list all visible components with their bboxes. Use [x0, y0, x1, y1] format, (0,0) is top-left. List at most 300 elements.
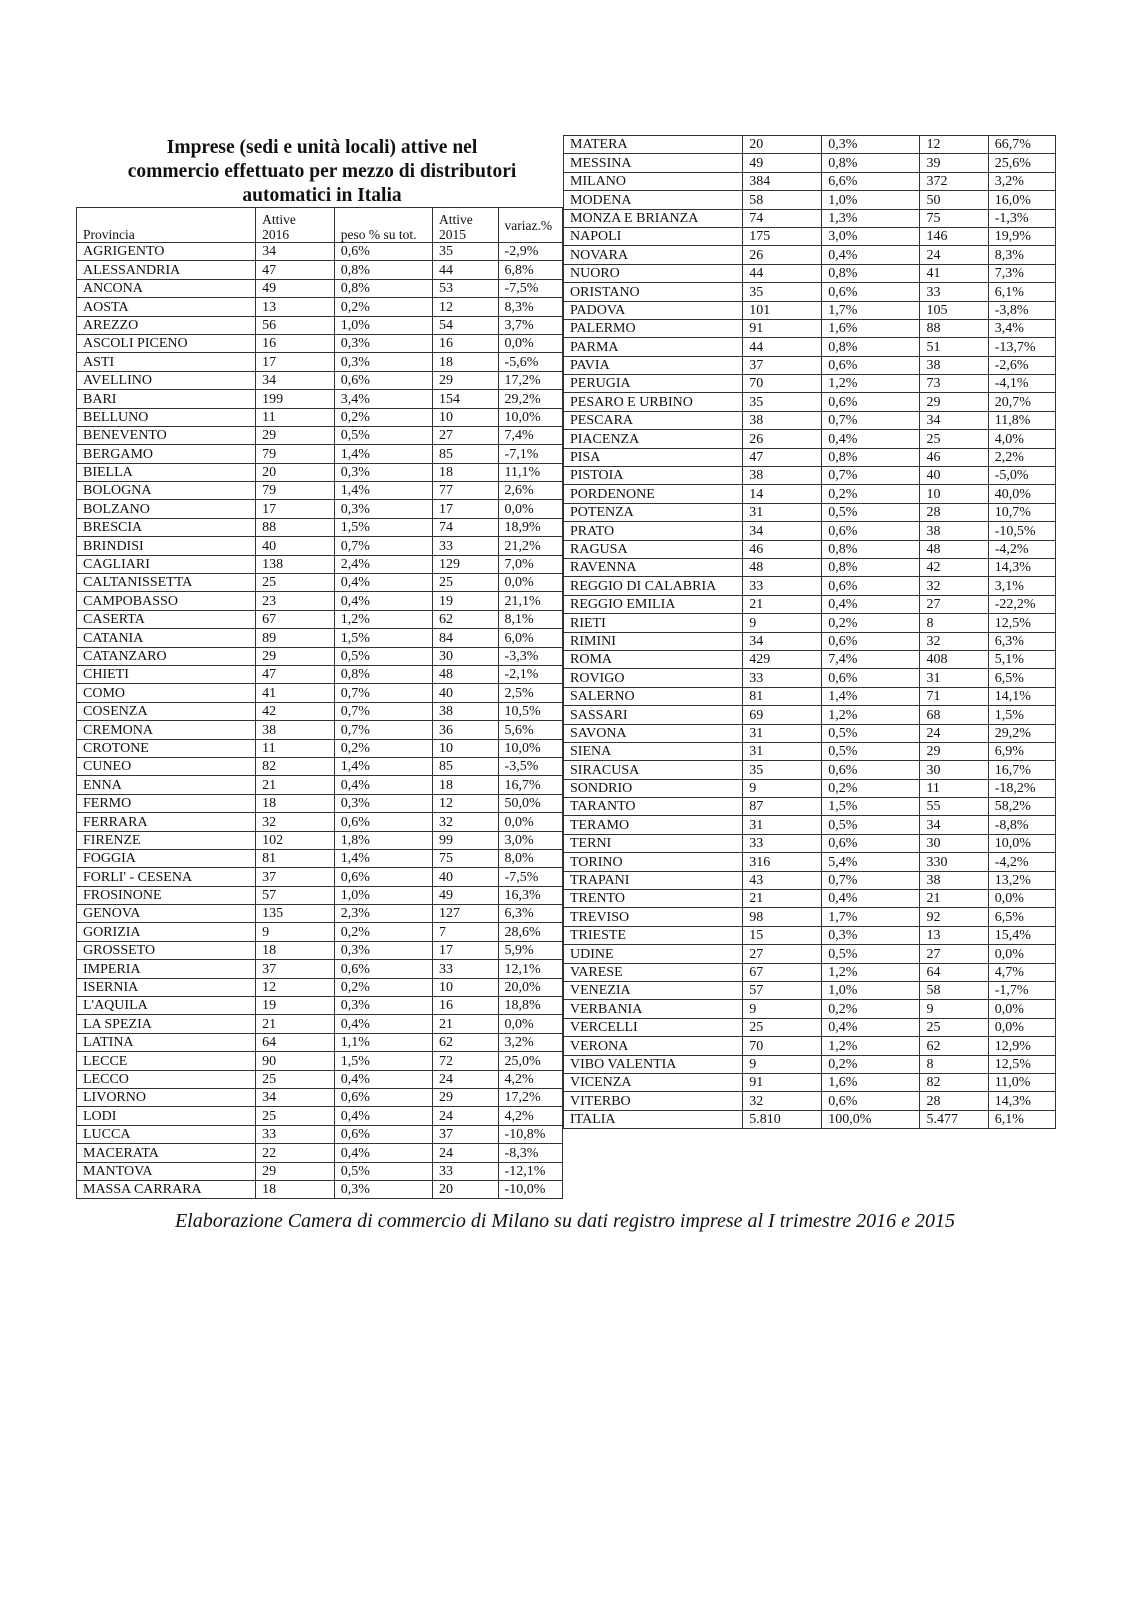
- attive-2016-cell: 9: [743, 1055, 822, 1073]
- attive-2015-cell: 154: [433, 390, 499, 408]
- attive-2016-cell: 37: [256, 868, 335, 886]
- peso-cell: 0,8%: [334, 665, 432, 683]
- table-row: [564, 338, 1056, 356]
- table-row: [564, 981, 1056, 999]
- provincia-cell: PISA: [564, 448, 743, 466]
- attive-2016-cell: 56: [256, 316, 335, 334]
- peso-cell: 0,4%: [334, 1144, 432, 1162]
- attive-2015-cell: 46: [920, 448, 988, 466]
- peso-cell: 0,7%: [334, 721, 432, 739]
- variaz-cell: 17,2%: [498, 1088, 562, 1106]
- provincia-cell: ASCOLI PICENO: [77, 334, 256, 352]
- attive-2016-cell: 429: [743, 650, 822, 668]
- table-row: [77, 1144, 563, 1162]
- provincia-cell: PERUGIA: [564, 375, 743, 393]
- peso-cell: 1,5%: [334, 629, 432, 647]
- attive-2016-cell: 67: [256, 610, 335, 628]
- variaz-cell: -3,3%: [498, 647, 562, 665]
- variaz-cell: 4,2%: [498, 1070, 562, 1088]
- attive-2016-cell: 40: [256, 537, 335, 555]
- variaz-cell: 20,0%: [498, 978, 562, 996]
- table-row: [77, 813, 563, 831]
- provincia-cell: PIACENZA: [564, 430, 743, 448]
- attive-2015-cell: 42: [920, 558, 988, 576]
- attive-2015-cell: 32: [920, 577, 988, 595]
- provincia-cell: VARESE: [564, 963, 743, 981]
- variaz-cell: 8,3%: [988, 246, 1055, 264]
- attive-2016-cell: 58: [743, 191, 822, 209]
- table-row: [77, 537, 563, 555]
- attive-2016-cell: 79: [256, 445, 335, 463]
- attive-2015-cell: 38: [920, 356, 988, 374]
- attive-2015-cell: 36: [433, 721, 499, 739]
- peso-cell: 1,2%: [822, 375, 920, 393]
- peso-cell: 1,2%: [822, 706, 920, 724]
- peso-cell: 0,3%: [334, 794, 432, 812]
- provincia-cell: FERMO: [77, 794, 256, 812]
- attive-2016-cell: 41: [256, 684, 335, 702]
- variaz-cell: 29,2%: [498, 390, 562, 408]
- provincia-cell: BELLUNO: [77, 408, 256, 426]
- attive-2015-cell: 105: [920, 301, 988, 319]
- attive-2015-cell: 16: [433, 997, 499, 1015]
- attive-2016-cell: 90: [256, 1052, 335, 1070]
- variaz-cell: 7,0%: [498, 555, 562, 573]
- variaz-cell: 5,6%: [498, 721, 562, 739]
- header-provincia: Provincia: [77, 208, 256, 243]
- variaz-cell: 6,5%: [988, 669, 1055, 687]
- table-row: [77, 1033, 563, 1051]
- table-row: [564, 283, 1056, 301]
- attive-2015-cell: 38: [920, 522, 988, 540]
- peso-cell: 0,6%: [822, 669, 920, 687]
- attive-2016-cell: 316: [743, 853, 822, 871]
- attive-2015-cell: 24: [920, 724, 988, 742]
- attive-2015-cell: 54: [433, 316, 499, 334]
- attive-2015-cell: 92: [920, 908, 988, 926]
- variaz-cell: 4,7%: [988, 963, 1055, 981]
- attive-2016-cell: 20: [256, 463, 335, 481]
- table-row: [77, 647, 563, 665]
- variaz-cell: 13,2%: [988, 871, 1055, 889]
- attive-2016-cell: 135: [256, 905, 335, 923]
- attive-2016-cell: 25: [256, 574, 335, 592]
- provincia-cell: PESCARA: [564, 411, 743, 429]
- attive-2015-cell: 21: [920, 890, 988, 908]
- attive-2016-cell: 175: [743, 227, 822, 245]
- provincia-cell: BOLZANO: [77, 500, 256, 518]
- variaz-cell: 0,0%: [988, 890, 1055, 908]
- peso-cell: 0,8%: [822, 264, 920, 282]
- attive-2016-cell: 25: [743, 1018, 822, 1036]
- peso-cell: 0,4%: [822, 430, 920, 448]
- table-row: [77, 555, 563, 573]
- attive-2016-cell: 34: [256, 243, 335, 261]
- table-row: [77, 886, 563, 904]
- attive-2015-cell: 11: [920, 779, 988, 797]
- peso-cell: 0,6%: [822, 393, 920, 411]
- peso-cell: 0,8%: [334, 261, 432, 279]
- table-row: [564, 614, 1056, 632]
- provincia-cell: UDINE: [564, 945, 743, 963]
- table-row: [564, 595, 1056, 613]
- variaz-cell: 14,1%: [988, 687, 1055, 705]
- variaz-cell: 6,1%: [988, 283, 1055, 301]
- variaz-cell: 18,8%: [498, 997, 562, 1015]
- peso-cell: 0,3%: [822, 926, 920, 944]
- attive-2016-cell: 199: [256, 390, 335, 408]
- peso-cell: 2,3%: [334, 905, 432, 923]
- variaz-cell: 16,0%: [988, 191, 1055, 209]
- attive-2016-cell: 21: [743, 595, 822, 613]
- table-row: [77, 629, 563, 647]
- title-line-3: automatici in Italia: [242, 185, 402, 206]
- table-row: [77, 482, 563, 500]
- variaz-cell: 5,9%: [498, 941, 562, 959]
- attive-2015-cell: 24: [433, 1144, 499, 1162]
- header-attive-2016-line1: Attive: [262, 212, 296, 227]
- attive-2015-cell: 20: [433, 1180, 499, 1198]
- attive-2016-cell: 47: [256, 261, 335, 279]
- variaz-cell: -3,5%: [498, 757, 562, 775]
- provincia-cell: LECCO: [77, 1070, 256, 1088]
- attive-2015-cell: 330: [920, 853, 988, 871]
- table-row: [564, 945, 1056, 963]
- table-left-body: [77, 243, 563, 1199]
- provincia-cell: BRESCIA: [77, 518, 256, 536]
- provincia-cell: AGRIGENTO: [77, 243, 256, 261]
- provincia-cell: TERNI: [564, 834, 743, 852]
- attive-2016-cell: 49: [743, 154, 822, 172]
- variaz-cell: 10,0%: [498, 739, 562, 757]
- peso-cell: 0,5%: [334, 647, 432, 665]
- provincia-cell: TRENTO: [564, 890, 743, 908]
- attive-2015-cell: 68: [920, 706, 988, 724]
- variaz-cell: 16,7%: [498, 776, 562, 794]
- provincia-cell: CAGLIARI: [77, 555, 256, 573]
- table-row: [77, 868, 563, 886]
- provincia-cell: LODI: [77, 1107, 256, 1125]
- peso-cell: 1,7%: [822, 908, 920, 926]
- attive-2016-cell: 9: [256, 923, 335, 941]
- attive-2015-cell: 30: [920, 834, 988, 852]
- variaz-cell: 1,5%: [988, 706, 1055, 724]
- source-note: Elaborazione Camera di commercio di Milano su dati registro imprese al I trimestre 2016 e 2015: [174, 1210, 956, 1232]
- provincia-cell: SASSARI: [564, 706, 743, 724]
- provincia-cell: PADOVA: [564, 301, 743, 319]
- table-row: [77, 960, 563, 978]
- table-row: [564, 669, 1056, 687]
- variaz-cell: 21,2%: [498, 537, 562, 555]
- provincia-cell: ASTI: [77, 353, 256, 371]
- peso-cell: 0,4%: [822, 246, 920, 264]
- attive-2016-cell: 37: [256, 960, 335, 978]
- variaz-cell: -4,2%: [988, 540, 1055, 558]
- attive-2015-cell: 27: [433, 426, 499, 444]
- provincia-cell: FROSINONE: [77, 886, 256, 904]
- table-row: [77, 243, 563, 261]
- peso-cell: 0,5%: [822, 724, 920, 742]
- attive-2016-cell: 23: [256, 592, 335, 610]
- table-row: [564, 779, 1056, 797]
- provincia-cell: PORDENONE: [564, 485, 743, 503]
- attive-2016-cell: 17: [256, 353, 335, 371]
- attive-2016-cell: 33: [743, 834, 822, 852]
- provincia-cell: MANTOVA: [77, 1162, 256, 1180]
- table-row: [77, 298, 563, 316]
- provincia-cell: PESARO E URBINO: [564, 393, 743, 411]
- variaz-cell: -4,1%: [988, 375, 1055, 393]
- attive-2015-cell: 19: [433, 592, 499, 610]
- attive-2016-cell: 31: [743, 742, 822, 760]
- attive-2015-cell: 10: [920, 485, 988, 503]
- variaz-cell: 25,0%: [498, 1052, 562, 1070]
- table-row: [77, 721, 563, 739]
- attive-2016-cell: 67: [743, 963, 822, 981]
- variaz-cell: 11,8%: [988, 411, 1055, 429]
- variaz-cell: 7,3%: [988, 264, 1055, 282]
- provincia-cell: CATANZARO: [77, 647, 256, 665]
- provincia-cell: VERONA: [564, 1037, 743, 1055]
- attive-2015-cell: 33: [433, 1162, 499, 1180]
- table-row: [564, 871, 1056, 889]
- attive-2016-cell: 87: [743, 798, 822, 816]
- table-row: [564, 687, 1056, 705]
- attive-2015-cell: 32: [433, 813, 499, 831]
- variaz-cell: 0,0%: [988, 945, 1055, 963]
- table-row: [77, 592, 563, 610]
- provincia-cell: VERCELLI: [564, 1018, 743, 1036]
- attive-2016-cell: 82: [256, 757, 335, 775]
- attive-2015-cell: 17: [433, 941, 499, 959]
- variaz-cell: 8,1%: [498, 610, 562, 628]
- peso-cell: 0,4%: [334, 574, 432, 592]
- variaz-cell: 16,7%: [988, 761, 1055, 779]
- attive-2016-cell: 91: [743, 1073, 822, 1091]
- attive-2016-cell: 11: [256, 408, 335, 426]
- provincia-cell: RAVENNA: [564, 558, 743, 576]
- attive-2015-cell: 25: [920, 430, 988, 448]
- table-row: [564, 1073, 1056, 1091]
- attive-2015-cell: 25: [433, 574, 499, 592]
- attive-2016-cell: 26: [743, 246, 822, 264]
- attive-2016-cell: 57: [256, 886, 335, 904]
- provincia-cell: BIELLA: [77, 463, 256, 481]
- attive-2016-cell: 17: [256, 500, 335, 518]
- table-row: [564, 154, 1056, 172]
- peso-cell: 1,8%: [334, 831, 432, 849]
- variaz-cell: 10,0%: [498, 408, 562, 426]
- attive-2015-cell: 12: [433, 298, 499, 316]
- attive-2015-cell: 12: [433, 794, 499, 812]
- provincia-cell: SONDRIO: [564, 779, 743, 797]
- table-row: [564, 393, 1056, 411]
- table-row: [77, 978, 563, 996]
- provincia-cell: REGGIO DI CALABRIA: [564, 577, 743, 595]
- peso-cell: 0,8%: [822, 558, 920, 576]
- total-peso-cell: 100,0%: [822, 1110, 920, 1128]
- document-title: [80, 136, 564, 208]
- variaz-cell: 0,0%: [988, 1018, 1055, 1036]
- total-row: [564, 1110, 1056, 1128]
- table-row: [564, 503, 1056, 521]
- attive-2015-cell: 27: [920, 595, 988, 613]
- provincia-cell: ORISTANO: [564, 283, 743, 301]
- peso-cell: 0,2%: [822, 779, 920, 797]
- peso-cell: 2,4%: [334, 555, 432, 573]
- provincia-cell: FORLI' - CESENA: [77, 868, 256, 886]
- peso-cell: 0,3%: [334, 463, 432, 481]
- attive-2016-cell: 32: [743, 1092, 822, 1110]
- attive-2015-cell: 30: [433, 647, 499, 665]
- table-row: [564, 1018, 1056, 1036]
- peso-cell: 0,6%: [334, 868, 432, 886]
- provincia-cell: CAMPOBASSO: [77, 592, 256, 610]
- variaz-cell: 66,7%: [988, 136, 1055, 154]
- variaz-cell: 7,4%: [498, 426, 562, 444]
- peso-cell: 0,3%: [334, 353, 432, 371]
- peso-cell: 0,8%: [822, 540, 920, 558]
- attive-2016-cell: 64: [256, 1033, 335, 1051]
- peso-cell: 1,0%: [334, 316, 432, 334]
- peso-cell: 1,5%: [334, 518, 432, 536]
- attive-2015-cell: 40: [433, 684, 499, 702]
- table-row: [564, 227, 1056, 245]
- provincia-cell: BENEVENTO: [77, 426, 256, 444]
- attive-2015-cell: 41: [920, 264, 988, 282]
- attive-2015-cell: 48: [433, 665, 499, 683]
- attive-2015-cell: 58: [920, 981, 988, 999]
- attive-2016-cell: 81: [256, 849, 335, 867]
- peso-cell: 1,4%: [334, 445, 432, 463]
- attive-2016-cell: 38: [256, 721, 335, 739]
- attive-2016-cell: 57: [743, 981, 822, 999]
- peso-cell: 7,4%: [822, 650, 920, 668]
- peso-cell: 1,2%: [822, 963, 920, 981]
- variaz-cell: -2,9%: [498, 243, 562, 261]
- peso-cell: 0,6%: [822, 834, 920, 852]
- peso-cell: 0,6%: [822, 522, 920, 540]
- table-row: [564, 1000, 1056, 1018]
- provincia-cell: SAVONA: [564, 724, 743, 742]
- attive-2015-cell: 18: [433, 776, 499, 794]
- attive-2016-cell: 35: [743, 761, 822, 779]
- attive-2016-cell: 25: [256, 1107, 335, 1125]
- peso-cell: 1,1%: [334, 1033, 432, 1051]
- peso-cell: 0,3%: [822, 136, 920, 154]
- table-row: [564, 761, 1056, 779]
- attive-2015-cell: 129: [433, 555, 499, 573]
- peso-cell: 1,2%: [334, 610, 432, 628]
- attive-2016-cell: 9: [743, 1000, 822, 1018]
- peso-cell: 0,5%: [822, 816, 920, 834]
- variaz-cell: 5,1%: [988, 650, 1055, 668]
- attive-2015-cell: 31: [920, 669, 988, 687]
- provincia-cell: POTENZA: [564, 503, 743, 521]
- attive-2016-cell: 34: [256, 371, 335, 389]
- peso-cell: 0,4%: [334, 1015, 432, 1033]
- table-header-row: [77, 208, 563, 243]
- peso-cell: 0,6%: [822, 761, 920, 779]
- provincia-cell: SIENA: [564, 742, 743, 760]
- table-row: [564, 963, 1056, 981]
- variaz-cell: 8,3%: [498, 298, 562, 316]
- table-row: [564, 816, 1056, 834]
- attive-2015-cell: 32: [920, 632, 988, 650]
- table-row: [77, 905, 563, 923]
- provincia-cell: TARANTO: [564, 798, 743, 816]
- table-row: [564, 632, 1056, 650]
- variaz-cell: 6,0%: [498, 629, 562, 647]
- provincia-cell: BOLOGNA: [77, 482, 256, 500]
- provincia-cell: TORINO: [564, 853, 743, 871]
- variaz-cell: -2,1%: [498, 665, 562, 683]
- attive-2016-cell: 14: [743, 485, 822, 503]
- variaz-cell: 25,6%: [988, 154, 1055, 172]
- table-row: [564, 650, 1056, 668]
- attive-2015-cell: 10: [433, 739, 499, 757]
- attive-2016-cell: 15: [743, 926, 822, 944]
- attive-2016-cell: 29: [256, 647, 335, 665]
- variaz-cell: 6,9%: [988, 742, 1055, 760]
- attive-2016-cell: 89: [256, 629, 335, 647]
- attive-2016-cell: 34: [256, 1088, 335, 1106]
- table-row: [77, 684, 563, 702]
- variaz-cell: -18,2%: [988, 779, 1055, 797]
- attive-2015-cell: 75: [920, 209, 988, 227]
- attive-2016-cell: 13: [256, 298, 335, 316]
- attive-2015-cell: 33: [433, 537, 499, 555]
- peso-cell: 0,4%: [822, 595, 920, 613]
- attive-2015-cell: 29: [433, 1088, 499, 1106]
- variaz-cell: 19,9%: [988, 227, 1055, 245]
- table-row: [77, 1070, 563, 1088]
- variaz-cell: 2,2%: [988, 448, 1055, 466]
- variaz-cell: 0,0%: [498, 334, 562, 352]
- variaz-cell: -8,3%: [498, 1144, 562, 1162]
- variaz-cell: 50,0%: [498, 794, 562, 812]
- peso-cell: 0,2%: [822, 485, 920, 503]
- peso-cell: 1,4%: [334, 482, 432, 500]
- table-row: [564, 411, 1056, 429]
- variaz-cell: 3,4%: [988, 319, 1055, 337]
- table-row: [564, 834, 1056, 852]
- provincia-cell: CALTANISSETTA: [77, 574, 256, 592]
- attive-2015-cell: 33: [433, 960, 499, 978]
- variaz-cell: 40,0%: [988, 485, 1055, 503]
- variaz-cell: -7,5%: [498, 868, 562, 886]
- attive-2016-cell: 138: [256, 555, 335, 573]
- table-row: [77, 849, 563, 867]
- attive-2016-cell: 22: [256, 1144, 335, 1162]
- table-row: [77, 279, 563, 297]
- provincia-cell: LATINA: [77, 1033, 256, 1051]
- attive-2015-cell: 99: [433, 831, 499, 849]
- peso-cell: 0,7%: [334, 702, 432, 720]
- header-peso: peso % su tot.: [334, 208, 432, 243]
- attive-2016-cell: 26: [743, 430, 822, 448]
- provincia-cell: NUORO: [564, 264, 743, 282]
- variaz-cell: 2,6%: [498, 482, 562, 500]
- table-row: [564, 448, 1056, 466]
- provincia-cell: VICENZA: [564, 1073, 743, 1091]
- variaz-cell: 21,1%: [498, 592, 562, 610]
- header-attive-2015-line2: 2015: [439, 227, 467, 242]
- variaz-cell: 4,2%: [498, 1107, 562, 1125]
- attive-2015-cell: 40: [920, 467, 988, 485]
- attive-2016-cell: 38: [743, 411, 822, 429]
- peso-cell: 0,6%: [334, 243, 432, 261]
